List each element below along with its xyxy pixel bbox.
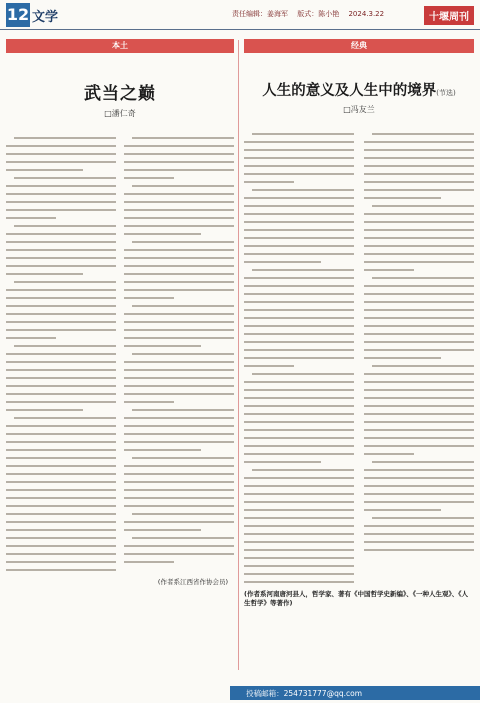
page-number: 12: [6, 3, 30, 27]
text-column-1: [6, 137, 116, 571]
section-name: 文学: [32, 10, 59, 25]
page-header: [0, 0, 480, 30]
column-tag-local: 本土: [6, 39, 234, 53]
article-title-text: 人生的意义及人生中的境界: [262, 82, 437, 99]
text-column-2: [364, 133, 474, 583]
article-title: 武当之巅: [84, 84, 156, 104]
submission-email: 投稿邮箱：254731777@qq.com: [246, 689, 362, 698]
text-column-1: [244, 133, 354, 583]
article-title: [244, 79, 474, 100]
article-body: [6, 137, 234, 571]
author-footnote: (作者系江西省作协会员): [157, 578, 228, 586]
column-divider: [238, 40, 239, 670]
text-column-2: [124, 137, 234, 571]
left-article: [6, 39, 234, 669]
header-rule: [0, 29, 480, 30]
edit-info: [232, 9, 391, 19]
article-author: □冯友兰: [343, 105, 375, 114]
editor-credit: 责任编辑：姜海军: [232, 10, 288, 18]
excerpt-tag: (节选): [436, 89, 456, 97]
issue-date: 2024.3.22: [348, 10, 385, 18]
right-article: [244, 39, 474, 669]
article-body: [244, 133, 474, 583]
article-author: □潘仁奇: [104, 109, 136, 118]
author-footnote: (作者系河南唐河县人，哲学家、著有《中国哲学史新编》、《一种人生观》、《人生哲学》等著作): [244, 590, 468, 607]
paper-name-badge: 十堰周刊: [424, 6, 474, 25]
column-tag-classic: 经典: [244, 39, 474, 53]
page-footer: [0, 683, 480, 703]
designer-credit: 版式：陈小艳: [297, 10, 340, 18]
